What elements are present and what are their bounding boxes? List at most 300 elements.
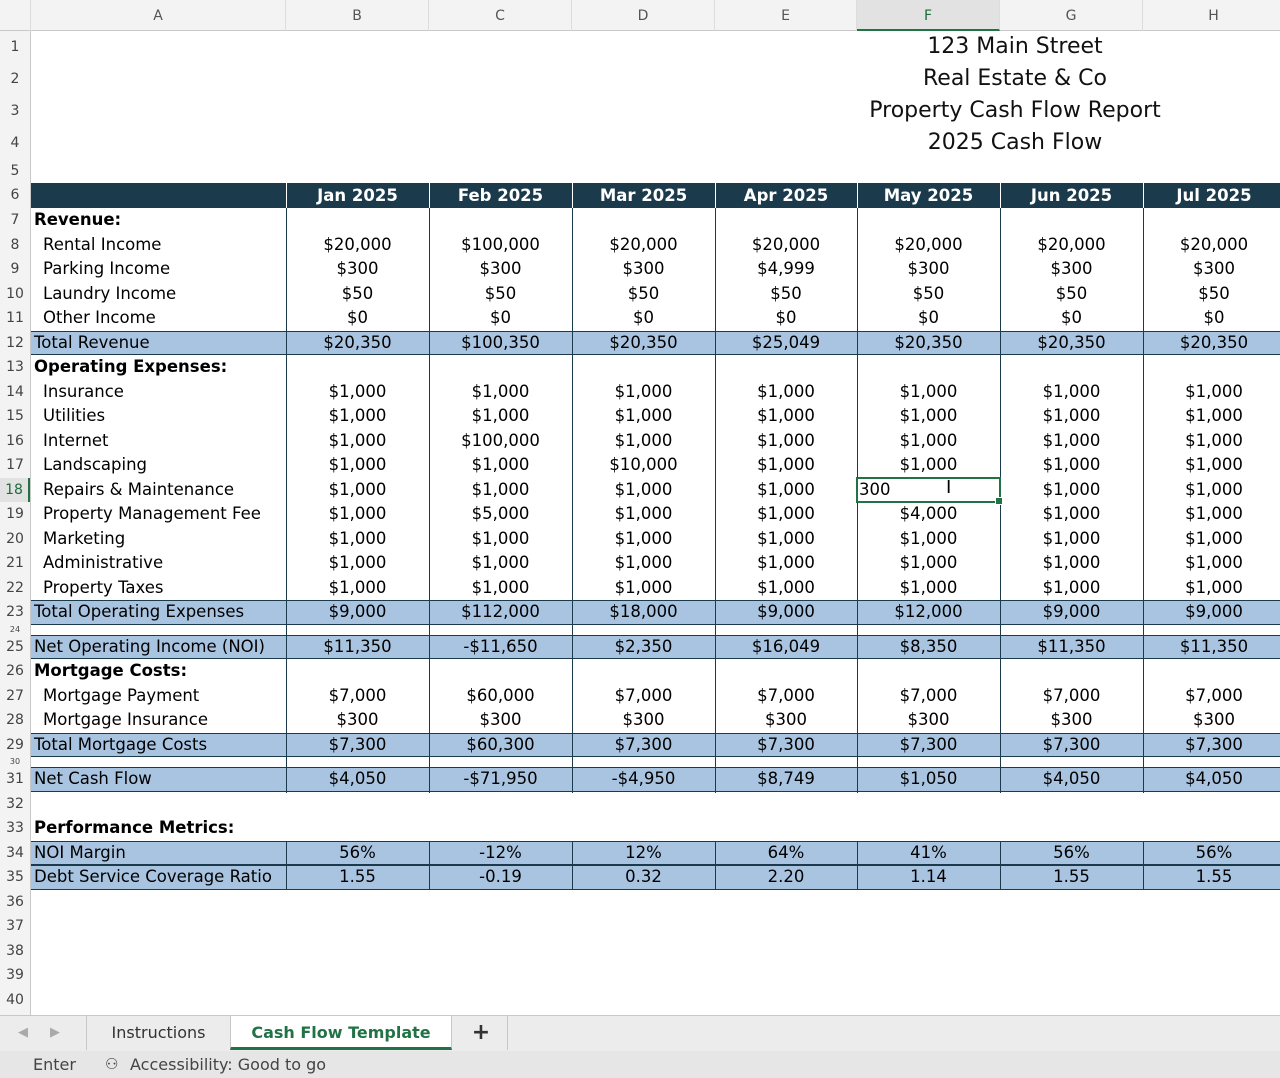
value-cell[interactable]: $20,350 [1179,332,1249,352]
value-cell[interactable]: $50 [627,283,660,303]
scroll-right-icon[interactable]: ▶ [50,1025,60,1040]
value-cell[interactable]: $1,000 [1185,430,1243,450]
total-row-label: Net Cash Flow [34,769,152,788]
value-cell[interactable]: $1,000 [757,479,815,499]
column-header-d[interactable]: D [572,0,715,31]
row-header-33[interactable]: 33 [6,820,24,836]
line-item-label: Repairs & Maintenance [43,479,235,499]
month-header: May 2025 [883,186,974,205]
line-item-label: Rental Income [43,234,162,254]
value-cell[interactable]: $10,000 [609,455,678,474]
value-cell[interactable]: $11,350 [1179,636,1249,656]
value-cell[interactable]: $4,000 [899,504,958,523]
column-divider [572,767,573,792]
column-divider [715,183,716,208]
value-cell[interactable]: $7,000 [899,685,958,705]
column-divider [286,733,287,758]
value-cell[interactable]: $100,000 [461,430,540,450]
value-cell[interactable]: $1,000 [614,430,673,450]
value-cell[interactable]: $20,000 [323,234,392,254]
column-divider [1143,635,1144,660]
status-bar [0,1051,1280,1078]
column-divider [286,767,287,792]
value-cell[interactable]: $20,350 [1037,332,1106,352]
line-item-label: Laundry Income [43,283,177,303]
value-cell[interactable]: $12,000 [894,602,963,621]
line-item-label: Parking Income [43,259,171,278]
cell-mode-indicator: Enter [33,1055,76,1074]
row-header-25[interactable]: 25 [6,638,24,655]
value-cell[interactable]: $1,000 [757,577,815,597]
value-cell[interactable]: $0 [490,308,511,327]
value-cell[interactable]: $300 [336,710,379,729]
value-cell[interactable]: $7,300 [757,734,815,754]
column-divider [1000,635,1001,660]
value-cell[interactable]: $5,000 [471,504,530,523]
value-cell[interactable]: $300 [336,259,379,278]
value-cell[interactable]: $1,000 [899,528,958,548]
column-divider [286,183,287,208]
value-cell[interactable]: $50 [1055,283,1088,303]
value-cell[interactable]: -$11,650 [463,636,538,656]
value-cell[interactable]: $1,000 [328,381,387,401]
value-cell[interactable]: $0 [918,308,939,327]
column-divider [715,635,716,660]
column-divider [857,767,858,792]
column-divider [286,841,287,866]
row-header-23[interactable]: 23 [6,604,24,620]
blank-gap-mask [286,793,1280,841]
edit-cell-text[interactable]: 300 [859,479,891,499]
value-cell[interactable]: $1,000 [471,479,530,499]
column-divider [1143,600,1144,625]
row-header-13[interactable]: 13 [6,359,24,375]
value-cell[interactable]: $300 [765,710,807,729]
value-cell[interactable]: $60,000 [466,685,535,705]
value-cell[interactable]: $100,350 [461,332,540,352]
value-cell[interactable]: $1,000 [757,528,815,548]
value-cell[interactable]: $7,000 [1042,685,1101,705]
column-divider [429,865,430,890]
value-cell[interactable]: $1,000 [757,455,815,474]
month-header: Mar 2025 [599,186,688,205]
value-cell[interactable]: $1,000 [899,381,958,401]
value-cell[interactable]: 1.14 [910,867,947,886]
value-cell[interactable]: -$4,950 [611,769,676,788]
value-cell[interactable]: $300 [479,710,522,729]
value-cell[interactable]: $11,350 [323,636,392,656]
column-divider [286,331,287,356]
value-cell[interactable]: 1.55 [339,867,376,886]
column-divider [572,733,573,758]
value-cell[interactable]: $50 [341,283,374,303]
column-header-f[interactable]: F [857,0,1000,31]
column-divider [429,183,430,208]
tab-cash-flow-template[interactable]: Cash Flow Template [230,1016,452,1050]
title-line: 123 Main Street [927,34,1103,59]
value-cell[interactable]: $4,999 [757,259,815,278]
tab-instructions[interactable]: Instructions [86,1016,230,1050]
value-cell[interactable]: $1,000 [1185,479,1243,499]
row-header-37[interactable]: 37 [6,918,24,934]
row-header-32[interactable]: 32 [6,795,24,812]
value-cell[interactable]: $7,300 [899,734,958,754]
row-header-16[interactable]: 16 [6,432,24,449]
value-cell[interactable]: $9,000 [1185,602,1243,621]
column-header-e[interactable]: E [715,0,857,31]
value-cell[interactable]: 1.55 [1195,867,1233,886]
row-header-38[interactable]: 38 [6,942,24,959]
value-cell[interactable]: $1,050 [899,769,958,788]
row-header-12[interactable]: 12 [6,334,24,351]
accessibility-status[interactable]: Accessibility: Good to go [130,1055,327,1074]
month-header: Jan 2025 [317,186,398,205]
value-cell[interactable]: $1,000 [899,577,958,597]
column-divider [572,600,573,625]
row-header-5[interactable]: 5 [10,163,20,179]
column-divider [715,331,716,356]
value-cell[interactable]: $1,000 [471,528,530,548]
value-cell[interactable]: 56% [339,842,376,862]
column-divider [715,733,716,758]
value-cell[interactable]: $2,350 [614,636,673,656]
column-header-h[interactable]: H [1143,0,1280,31]
value-cell[interactable]: $20,000 [609,234,678,254]
value-cell[interactable]: $7,000 [328,685,387,705]
row-header-24[interactable]: 24 [9,624,21,634]
value-cell[interactable]: $7,000 [614,685,673,705]
value-cell[interactable]: $1,000 [1042,577,1101,597]
row-header-17[interactable]: 17 [6,457,24,473]
column-header-c[interactable]: C [429,0,572,31]
value-cell[interactable]: $1,000 [1185,528,1243,548]
column-divider [429,733,430,758]
row-header-11[interactable]: 11 [6,310,24,326]
fill-handle[interactable] [995,497,1003,505]
month-header: Jun 2025 [1030,186,1113,205]
value-cell[interactable]: $300 [622,259,665,278]
row-header-21[interactable]: 21 [6,555,24,571]
total-row-label: Net Operating Income (NOI) [34,636,265,656]
value-cell[interactable]: 1.55 [1053,867,1090,886]
value-cell[interactable]: $1,000 [1185,455,1243,474]
row-header-26[interactable]: 26 [6,663,24,679]
row-header-31[interactable]: 31 [6,771,24,787]
value-cell[interactable]: $9,000 [328,602,387,621]
value-cell[interactable]: $50 [912,283,945,303]
value-cell[interactable]: $1,000 [1185,504,1243,523]
row-header-7[interactable]: 7 [10,212,20,228]
column-divider [572,635,573,660]
value-cell[interactable]: $18,000 [609,602,678,621]
column-divider [1000,767,1001,792]
row-header-bar [0,31,31,1015]
value-cell[interactable]: $1,000 [471,406,530,425]
row-header-9[interactable]: 9 [10,261,20,277]
value-cell[interactable]: -12% [479,842,522,862]
column-divider [1143,733,1144,758]
column-divider [429,331,430,356]
value-cell[interactable]: $1,000 [471,577,530,597]
value-cell[interactable]: $60,300 [466,734,535,754]
row-header-29[interactable]: 29 [6,736,24,753]
row-header-39[interactable]: 39 [6,967,24,983]
accessibility-icon[interactable]: ⚇ [105,1055,119,1073]
row-header-22[interactable]: 22 [6,579,24,596]
line-item-label: Other Income [43,308,156,327]
value-cell[interactable]: $1,000 [614,479,673,499]
row-header-18[interactable]: 18 [0,478,30,503]
value-cell[interactable]: $112,000 [461,602,540,621]
value-cell[interactable]: 56% [1195,842,1233,862]
row-header-28[interactable]: 28 [6,712,24,728]
section-label-operating: Operating Expenses: [34,357,228,376]
line-item-label: Insurance [43,381,124,401]
value-cell[interactable]: 64% [767,842,805,862]
row-header-1[interactable]: 1 [10,39,20,55]
section-label-mortgage: Mortgage Costs: [34,661,188,680]
value-cell[interactable]: $50 [484,283,517,303]
value-cell[interactable]: $4,050 [328,769,387,788]
row-header-19[interactable]: 19 [6,506,24,522]
value-cell[interactable]: $20,350 [323,332,392,352]
select-all-corner[interactable] [0,0,31,31]
row-header-3[interactable]: 3 [10,103,20,119]
column-divider [572,331,573,356]
value-cell[interactable]: $1,000 [614,577,673,597]
total-row-label: Debt Service Coverage Ratio [34,867,272,886]
column-divider [715,841,716,866]
value-cell[interactable]: $300 [622,710,665,729]
value-cell[interactable]: $16,049 [751,636,821,656]
line-item-label: Administrative [43,553,164,572]
line-item-label: Marketing [43,528,126,548]
value-cell[interactable]: $25,049 [751,332,821,352]
value-cell[interactable]: $1,000 [1185,381,1243,401]
value-cell[interactable]: $1,000 [1042,381,1101,401]
column-divider [857,635,858,660]
column-divider [429,767,430,792]
value-cell[interactable]: $1,000 [757,553,815,572]
scroll-left-icon[interactable]: ◀ [18,1025,28,1040]
column-divider [715,767,716,792]
value-cell[interactable]: $0 [1203,308,1225,327]
column-divider [286,865,287,890]
value-cell[interactable]: $1,000 [899,553,958,572]
value-cell[interactable]: $1,000 [899,430,958,450]
column-divider [286,635,287,660]
value-cell[interactable]: $9,000 [757,602,815,621]
column-divider [1143,767,1144,792]
row-header-34[interactable]: 34 [6,844,24,861]
value-cell[interactable]: $1,000 [899,406,958,425]
column-divider [429,635,430,660]
value-cell[interactable]: 12% [625,842,662,862]
value-cell[interactable]: $1,000 [614,406,673,425]
row-header-35[interactable]: 35 [6,869,24,885]
row-header-36[interactable]: 36 [6,893,24,910]
value-cell[interactable]: $7,000 [1185,685,1243,705]
value-cell[interactable]: $300 [1050,710,1093,729]
value-cell[interactable]: $1,000 [328,455,387,474]
column-divider [857,865,858,890]
value-cell[interactable]: $7,300 [1042,734,1101,754]
column-divider [286,600,287,625]
text-cursor-icon: I [946,476,952,498]
value-cell[interactable]: $20,000 [1179,234,1249,254]
value-cell[interactable]: $1,000 [328,528,387,548]
row-header-10[interactable]: 10 [6,285,24,302]
month-header: Apr 2025 [743,186,829,205]
value-cell[interactable]: $300 [907,710,950,729]
value-cell[interactable]: $100,000 [461,234,540,254]
value-cell[interactable]: $1,000 [1185,577,1243,597]
total-row-label: Total Revenue [34,332,150,352]
value-cell[interactable]: $8,350 [899,636,958,656]
column-divider [1000,600,1001,625]
line-item-label: Mortgage Payment [43,685,200,705]
add-sheet-button[interactable]: + [455,1016,508,1050]
column-divider [1143,865,1144,890]
row-header-20[interactable]: 20 [6,530,24,547]
value-cell[interactable]: $1,000 [1185,553,1243,572]
column-divider [1143,183,1144,208]
title-line: 2025 Cash Flow [927,130,1103,155]
value-cell[interactable]: $1,000 [328,504,387,523]
column-header-bar [0,0,1280,31]
value-cell[interactable]: $1,000 [328,430,387,450]
value-cell[interactable]: $1,000 [328,553,387,572]
value-cell[interactable]: $1,000 [1042,528,1101,548]
sheet-tab-bar [0,1015,1280,1051]
row-header-8[interactable]: 8 [10,236,20,253]
value-cell[interactable]: $1,000 [328,577,387,597]
column-divider [1000,733,1001,758]
value-cell[interactable]: $300 [1050,259,1093,278]
month-header: Jul 2025 [1176,186,1252,205]
column-divider [1000,841,1001,866]
month-header: Feb 2025 [457,186,544,205]
value-cell[interactable]: $1,000 [471,455,530,474]
value-cell[interactable]: $1,000 [1042,553,1101,572]
line-item-label: Mortgage Insurance [43,710,208,729]
row-header-14[interactable]: 14 [6,383,24,400]
title-line: Property Cash Flow Report [869,98,1161,123]
value-cell[interactable]: $7,300 [328,734,387,754]
column-divider [715,600,716,625]
value-cell[interactable]: 56% [1053,842,1090,862]
column-divider [715,865,716,890]
value-cell[interactable]: $1,000 [1042,430,1101,450]
column-header-g[interactable]: G [1000,0,1143,31]
row-header-6[interactable]: 6 [10,187,20,203]
value-cell[interactable]: $300 [907,259,950,278]
value-cell[interactable]: $7,300 [614,734,673,754]
value-cell[interactable]: $300 [1193,710,1235,729]
column-divider [572,183,573,208]
section-label-revenue: Revenue: [34,210,122,229]
value-cell[interactable]: $1,000 [471,553,530,572]
line-item-label: Internet [43,430,109,450]
value-cell[interactable]: $20,000 [1037,234,1106,254]
value-cell[interactable]: $1,000 [471,381,530,401]
value-cell[interactable]: $1,000 [757,430,815,450]
value-cell[interactable]: $1,000 [614,381,673,401]
value-cell[interactable]: $50 [1198,283,1230,303]
value-cell[interactable]: $1,000 [1185,406,1243,425]
value-cell[interactable]: 0.32 [625,867,662,886]
row-header-15[interactable]: 15 [6,408,24,424]
value-cell[interactable]: $1,000 [328,406,387,425]
row-header-40[interactable]: 40 [6,991,24,1008]
column-divider [1000,331,1001,356]
value-cell[interactable]: $1,000 [1042,479,1101,499]
value-cell[interactable]: $1,000 [1042,455,1101,474]
value-cell[interactable]: $1,000 [614,528,673,548]
value-cell[interactable]: 2.20 [767,867,805,886]
value-cell[interactable]: $50 [770,283,802,303]
value-cell[interactable]: $1,000 [614,553,673,572]
value-cell[interactable]: $1,000 [757,504,815,523]
total-row-label: Total Operating Expenses [34,602,245,621]
value-cell[interactable]: $1,000 [757,406,815,425]
value-cell[interactable]: $1,000 [1042,504,1101,523]
column-divider [857,600,858,625]
row-header-2[interactable]: 2 [10,71,20,87]
value-cell[interactable]: $4,050 [1042,769,1101,788]
value-cell[interactable]: $20,000 [894,234,963,254]
value-cell[interactable]: $1,000 [1042,406,1101,425]
value-cell[interactable]: $4,050 [1185,769,1243,788]
line-item-label: Property Management Fee [43,504,261,523]
column-header-a[interactable]: A [31,0,286,31]
active-cell-editor[interactable] [856,477,1001,504]
line-item-label: Property Taxes [43,577,164,597]
value-cell[interactable]: $1,000 [328,479,387,499]
value-cell[interactable]: $9,000 [1042,602,1101,621]
value-cell[interactable]: $7,000 [757,685,815,705]
column-divider [572,841,573,866]
value-cell[interactable]: $0 [775,308,797,327]
value-cell[interactable]: -$71,950 [463,769,538,788]
value-cell[interactable]: $1,000 [899,455,958,474]
line-item-label: Landscaping [43,455,148,474]
column-divider [1000,865,1001,890]
value-cell[interactable]: $8,749 [757,769,815,788]
value-cell[interactable]: $0 [1061,308,1082,327]
value-cell[interactable]: $11,350 [1037,636,1106,656]
value-cell[interactable]: $0 [347,308,368,327]
value-cell[interactable]: $300 [479,259,522,278]
value-cell[interactable]: 41% [910,842,947,862]
column-divider [1143,841,1144,866]
value-cell[interactable]: -0.19 [479,867,522,886]
column-divider [429,600,430,625]
row-header-30[interactable]: 30 [9,757,21,766]
value-cell[interactable]: $0 [633,308,654,327]
column-header-b[interactable]: B [286,0,429,31]
value-cell[interactable]: $20,000 [751,234,821,254]
value-cell[interactable]: $7,300 [1185,734,1243,754]
value-cell[interactable]: $300 [1193,259,1235,278]
row-header-4[interactable]: 4 [10,135,20,151]
value-cell[interactable]: $20,350 [609,332,678,352]
column-divider [1000,183,1001,208]
row-header-27[interactable]: 27 [6,687,24,704]
value-cell[interactable]: $20,350 [894,332,963,352]
value-cell[interactable]: $1,000 [757,381,815,401]
value-cell[interactable]: $1,000 [614,504,673,523]
